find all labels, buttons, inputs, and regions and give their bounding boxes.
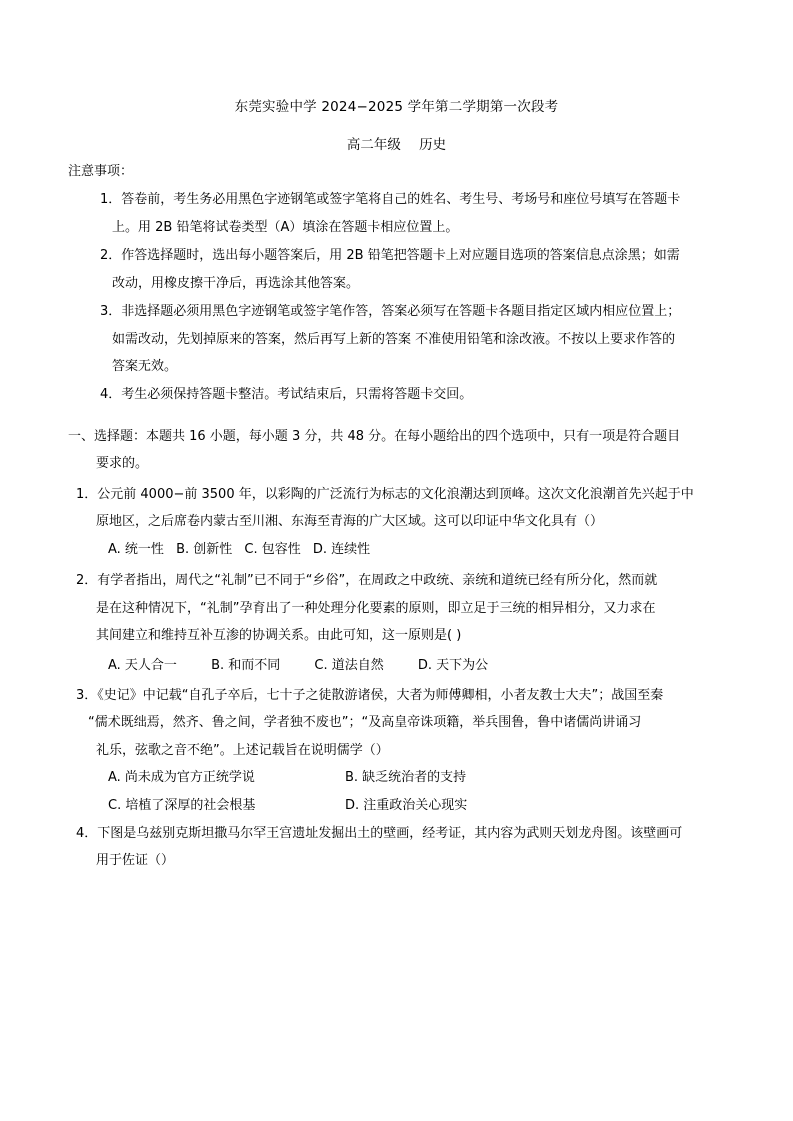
question-3-option-a: A. 尚未成为官方正统学说: [108, 770, 255, 785]
question-1-line-2: 原地区，之后席卷内蒙古至川湘、东海至青海的广大区域。这可以印证中华文化具有（）: [96, 514, 604, 529]
notice-item-4: 4．考生必须保持答题卡整洁。考试结束后，只需将答题卡交回。: [100, 387, 473, 402]
question-3-line-3: 礼乐，弦歌之音不绝”。上述记载旨在说明儒学（）: [96, 743, 389, 758]
question-1-options: [108, 541, 378, 559]
section-1-heading-line-2: 要求的。: [96, 456, 149, 471]
question-2-line-1: 2．有学者指出，周代之“礼制”已不同于“乡俗”，在周政之中政统、亲统和道统已经有所分化，然而就: [76, 573, 658, 588]
question-4-line-1: 4．下图是乌兹别克斯坦撒马尔罕王宫遗址发掘出土的壁画，经考证，其内容为武则天划龙舟图。该壁画可: [76, 826, 683, 841]
exam-title: 东莞实验中学 2024−2025 学年第二学期第一次段考: [234, 99, 559, 115]
notice-item-2-line-1: 2．作答选择题时，选出每小题答案后，用 2B 铅笔把答题卡上对应题目选项的答案信息点涂黑；如需: [100, 248, 680, 263]
question-3-line-2: “儒术既绌焉，然齐、鲁之间，学者独不废也”；“及高皇帝诛项籍，举兵围鲁，鲁中诸儒尚讲诵习: [88, 715, 642, 730]
notice-item-3-line-3: 答案无效。: [112, 359, 178, 374]
question-2-options: [108, 657, 518, 675]
notice-item-3-line-2: 如需改动，先划掉原来的答案，然后再写上新的答案 不准使用铅笔和涂改液。不按以上要求作答的: [112, 332, 676, 347]
question-2-option-d: D. 天下为公: [417, 658, 489, 673]
notice-item-3-line-1: 3．非选择题必须用黑色字迹钢笔或签字笔作答，答案必须写在答题卡各题目指定区域内相应位置上；: [100, 304, 681, 319]
notice-item-2-line-2: 改动，用橡皮擦干净后，再选涂其他答案。: [112, 276, 360, 291]
question-1-option-a: A. 统一性: [108, 542, 164, 557]
question-3-option-d: D. 注重政治关心现实: [345, 798, 468, 813]
question-2-option-a: A. 天人合一: [108, 658, 177, 673]
question-2-option-c: C. 道法自然: [314, 658, 384, 673]
question-1-option-c: C. 包容性: [244, 542, 301, 557]
question-4-line-2: 用于佐证（）: [96, 853, 175, 868]
notice-item-1-line-1: 1．答卷前，考生务必用黑色字迹钢笔或签字笔将自己的姓名、考生号、考场号和座位号填写在答题卡: [100, 192, 681, 207]
question-3-line-1: 3．《史记》中记载“自孔子卒后，七十子之徒散游诸侯，大者为师傅卿相，小者友教士大夫”；战国至秦: [76, 688, 664, 703]
question-2-line-3: 其间建立和维持互补互渗的协调关系。由此可知，这一原则是( ): [96, 628, 462, 643]
question-1-option-b: B. 创新性: [176, 542, 233, 557]
question-3-option-b: B. 缺乏统治者的支持: [345, 770, 467, 785]
question-2-option-b: B. 和而不同: [211, 658, 281, 673]
question-1-option-d: D. 连续性: [312, 542, 371, 557]
notice-item-1-line-2: 上。用 2B 铅笔将试卷类型（A）填涂在答题卡相应位置上。: [112, 220, 459, 235]
question-1-line-1: 1．公元前 4000−前 3500 年，以彩陶的广泛流行为标志的文化浪潮达到顶峰。这次文化浪潮首先兴起于中: [76, 487, 694, 502]
section-1-heading-line-1: 一、选择题：本题共 16 小题，每小题 3 分，共 48 分。在每小题给出的四个选项中，只有一项是符合题目: [68, 429, 681, 444]
question-2-line-2: 是在这种情况下，“礼制”孕育出了一种处理分化要素的原则，即立足于三统的相异相分，又力求在: [96, 601, 656, 616]
notice-heading: 注意事项：: [68, 164, 134, 179]
question-3-option-c: C. 培植了深厚的社会根基: [108, 798, 256, 813]
exam-subtitle: 高二年级 历史: [346, 137, 447, 153]
